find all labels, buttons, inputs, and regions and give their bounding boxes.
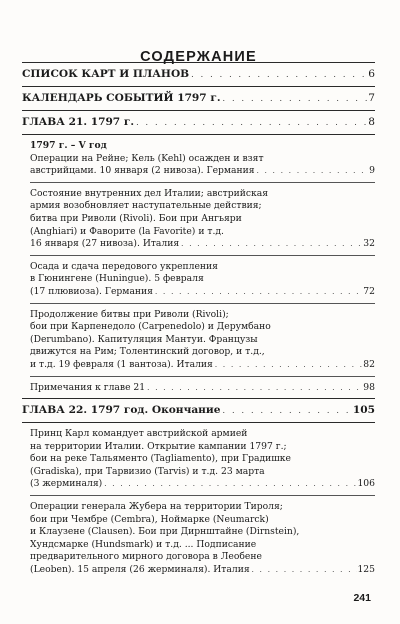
subentry-last-line [30,478,375,491]
subentry-text: 16 января (27 нивоза). Италия [30,238,180,250]
dot-leader [179,238,363,251]
subentry-line: битва при Риволи (Rivoli). Бои при Ангьяри [30,212,242,224]
subentry-page: 72 [363,285,375,297]
subentry-page: 9 [369,165,375,177]
subentry-line: Принц Карл командует австрийской армией [30,428,248,440]
subentry-last-line [30,238,375,251]
year-heading: 1797 г. – V год [30,140,107,151]
toc-entry-page: 7 [368,92,375,104]
subentry-line: Состояние внутренних дел Италии; австрийская [30,187,268,199]
subentry-text: и т.д. 19 февраля (1 вантоза). Италия [30,358,213,370]
subentry-last-line [30,359,375,372]
dot-leader [153,286,363,299]
dot-leader [255,165,370,178]
subentry-line: Осада и сдача передового укрепления [30,260,218,272]
dot-leader [102,478,357,491]
dot-leader [213,359,363,372]
subentry-text: Примечания к главе 21 [30,381,146,393]
subentry-page: 106 [357,478,375,490]
subentry-line: движутся на Рим; Толентинский договор, и т.д., [30,346,265,358]
toc-entry-label: КАЛЕНДАРЬ СОБЫТИЙ 1797 г. [22,92,221,104]
toc-subentry[interactable] [30,135,375,182]
subentry-line: в Гюнингене (Huningue). 5 февраля [30,273,204,285]
subentry-line: (Gradiska), при Тарвизио (Tarvis) и т.д. 23 марта [30,465,265,477]
subentry-page: 82 [363,358,375,370]
toc-entry-calendar[interactable] [22,87,375,110]
dot-leader [221,87,369,110]
subentry-last-line [30,564,375,577]
toc-subentry[interactable] [30,304,375,376]
subentry-last-line [30,165,375,178]
subentry-last-line [30,382,375,395]
subentry-text: (17 плювиоза). Германия [30,285,153,297]
subentry-text: (3 жерминаля) [30,478,103,490]
subentry-line: Операции генерала Жубера на территории Тироля; [30,501,283,513]
toc-entry-page: 105 [352,404,375,417]
toc-entry-label: СПИСОК КАРТ И ПЛАНОВ [22,68,190,80]
subentry-line: Продолжение битвы при Риволи (Rivoli); [30,308,229,320]
toc-subentry[interactable] [30,256,375,303]
toc-entry-page: 8 [368,116,375,128]
subentry-line: на территории Италии. Открытие кампании 1797 г.; [30,440,287,452]
subentry-line: Хундсмарке (Hundsmark) и т.д. ... Подписание [30,538,257,550]
toc-entry-label: ГЛАВА 22. 1797 год. Окончание [22,404,221,417]
subentry-line: армия возобновляет наступательные действия; [30,200,262,212]
subentry-text: австрийцами. 10 января (2 нивоза). Германия [30,165,255,177]
dot-leader [145,382,363,395]
toc-entry-label: ГЛАВА 21. 1797 г. [22,116,135,128]
subentry-text: (Leoben). 15 апреля (26 жерминаля). Италия [30,564,250,576]
toc-subentry[interactable] [30,423,375,495]
toc [22,63,375,581]
subentry-line: Операции на Рейне; Кель (Kehl) осажден и взят [30,152,264,164]
toc-subentry[interactable] [30,183,375,255]
subentry-line: (Derumbano). Капитуляция Мантуи. Французы [30,333,258,345]
dot-leader [250,564,358,577]
toc-subentry[interactable] [30,496,375,581]
toc-subentry-notes[interactable] [30,377,375,399]
toc-entry-maps[interactable] [22,63,375,86]
page-number: 241 [353,592,371,604]
subentry-page: 32 [363,238,375,250]
dot-leader [189,63,368,86]
subentry-page: 98 [363,381,375,393]
toc-entry-page: 6 [368,68,375,80]
subentry-last-line [30,286,375,299]
page-title: СОДЕРЖАНИЕ [140,49,257,65]
toc-entry-chapter-21[interactable] [22,111,375,134]
subentry-line: бои на реке Тальяменто (Tagliamento), при Градишке [30,453,291,465]
subentry-line: бои при Чембре (Cembra), Ноймарке (Neumarck) [30,513,269,525]
subentry-line: предварительного мирного договора в Леобене [30,551,262,563]
chapter-22-subentries [22,423,375,581]
subentry-line: бои при Карпенедоло (Carpenedolo) и Дерумбано [30,321,271,333]
chapter-21-subentries [22,135,375,398]
subentry-line: (Anghiari) и Фаворите (la Favorite) и т.д. [30,225,224,237]
toc-entry-chapter-22[interactable] [22,399,375,422]
subentry-page: 125 [357,564,375,576]
subentry-line: и Клаузене (Clausen). Бои при Дирнштайне (Dirnstein), [30,526,300,538]
dot-leader [221,399,353,422]
dot-leader [134,111,368,134]
